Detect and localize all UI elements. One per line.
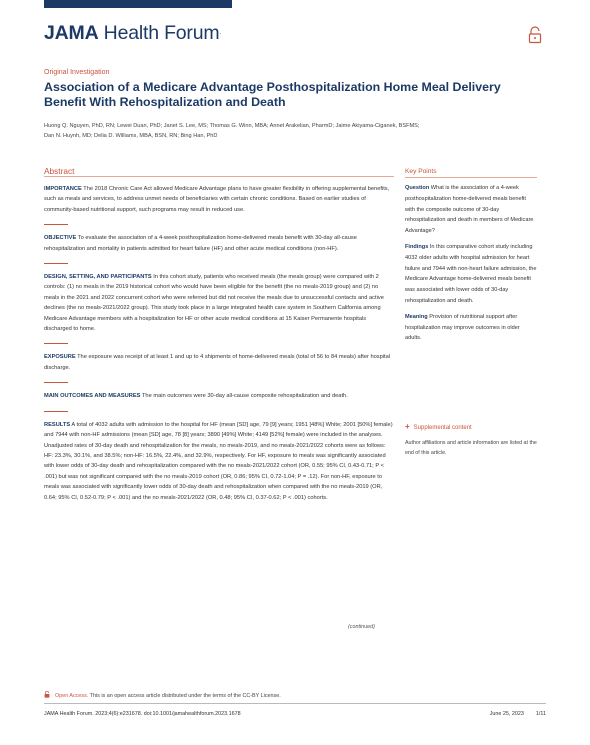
paragraph-text: To evaluate the association of a 4-week posthospitalization home-delivered meals benefit with 30-day all-cause rehospitalization and mortality in patients admitted for heart failure (HF) and other acute medical conditions (non-HF).: [44, 235, 357, 252]
journal-trademark: .: [219, 30, 221, 36]
abstract-results: [44, 420, 394, 503]
footer-right: [490, 711, 546, 717]
paragraph-label: MAIN OUTCOMES AND MEASURES: [44, 393, 141, 400]
plus-icon: +: [405, 422, 410, 431]
section-divider: [44, 224, 68, 225]
continued-note: (continued): [348, 624, 375, 630]
article-section-label: Original Investigation: [44, 69, 110, 76]
article-title: Association of a Medicare Advantage Posthospitalization Home Meal Delivery Benefit With Rehospitalization and Death: [44, 80, 501, 109]
paragraph-label: DESIGN, SETTING, AND PARTICIPANTS: [44, 274, 152, 281]
footer-citation: JAMA Health Forum. 2023;4(6):e231678. doi:10.1001/jamahealthforum.2023.1678: [44, 711, 241, 717]
section-divider: [44, 411, 68, 412]
abstract-exposure: [44, 352, 394, 373]
abstract-outcomes: [44, 391, 394, 401]
paragraph-text: The 2018 Chronic Care Act allowed Medicare Advantage plans to have greater flexibility in offering supplemental benefits, such as meals and services, to address unmet needs of beneficiaries with certain chronic conditions. Based on earlier studies of community-based nutritional support, such programs may result in reduced use.: [44, 186, 390, 213]
supplemental-content-link[interactable]: [405, 422, 472, 431]
abstract-objective: [44, 233, 394, 254]
section-divider: [44, 263, 68, 264]
supplemental-label: Supplemental content: [413, 425, 472, 431]
footer-page-number: 1/11: [535, 711, 546, 717]
paragraph-text: In this comparative cohort study including 4032 older adults with hospital admission for heart failure and 7944 with non-heart failure admission, the Medicare Advantage home-delivered meals benefit was associated with lower odds of 30-day rehospitalization and death.: [405, 243, 537, 304]
key-points-question: [405, 183, 537, 237]
key-points-meaning: [405, 312, 537, 344]
key-points-heading: Key Points: [405, 166, 537, 178]
abstract-design: [44, 272, 394, 334]
section-divider: [44, 382, 68, 383]
journal-name-rest: Health Forum: [98, 22, 220, 44]
paragraph-text: Provision of nutritional support after hospitalization may improve outcomes in older adults.: [405, 313, 520, 342]
open-access-label[interactable]: Open Access.: [55, 693, 89, 699]
key-points-findings: [405, 242, 537, 307]
paragraph-label: Meaning: [405, 313, 428, 320]
author-list: [44, 122, 494, 141]
footer-divider: [44, 703, 546, 704]
paragraph-text: The main outcomes were 30-day all-cause composite rehospitalization and death.: [140, 393, 348, 400]
key-points-box: [405, 166, 537, 344]
abstract-section: [44, 165, 394, 503]
paragraph-label: EXPOSURE: [44, 354, 76, 361]
paragraph-text: The exposure was receipt of at least 1 and up to 4 shipments of home-delivered meals (total of 56 to 84 meals) after hospital discharge.: [44, 354, 391, 371]
paragraph-label: IMPORTANCE: [44, 186, 82, 192]
paragraph-text: What is the association of a 4-week posthospitalization home-delivered meals benefit with the composite outcome of 30-day rehospitalization and death in members of Medicare Advantage?: [405, 185, 534, 235]
journal-logo[interactable]: [44, 22, 221, 44]
paragraph-label: RESULTS: [44, 421, 71, 428]
section-divider: [44, 343, 68, 344]
unlock-icon: [44, 691, 50, 698]
author-line: Huong Q. Nguyen, PhD, RN; Lewei Duan, PhD; Janet S. Lee, MS; Thomas G. Winn, MBA; Annet Arakelian, PharmD; Jaime Akiyama-Ciganek, BSFMS;: [44, 123, 420, 129]
paragraph-text: A total of 4032 adults with admission to the hospital for HF (mean [SD] age, 79 [9] years; 1951 [48%] White; 2001 [50%] female) and 7944 with non-HF admissions (mean [SD] age, 78 [8] years; 3890 [49%] White; 4149 [52%] female) were included in the analyses. Unadjusted rates of 30-day death and rehospitalization for the meals, no meals-2019, and no meals-2021/2022 cohorts were as follows: HF: 23.3%, 30.1%, and 38.5%; non-HF: 16.5%, 22.4%, and 32.9%, respectively. For HF, exposure to meals was significantly associated with lower odds of 30-day death and rehospitalization compared with the no meals-2021/2022 cohort (OR, 0.55; 95% CI, 0.43-0.71; P < .001) but was not significant compared with the no meals-2019 cohort (OR, 0.86; 95% CI, 0.72-1.04; P = .12). For non-HF, exposure to meals was associated with significantly lower odds of 30-day death and rehospitalization when compared with the no meals-2019 (OR, 0.64; 95% CI, 0.52-0.79; P < .001) and the no meals-2021/2022 (OR, 0.48; 95% CI, 0.37-0.62; P < .001) cohorts.: [44, 421, 393, 501]
abstract-importance: [44, 184, 394, 215]
unlock-icon: [528, 26, 542, 44]
author-line: Dan N. Huynh, MD; Delia D. Williams, MBA, BSN, RN; Bing Han, PhD: [44, 132, 218, 139]
top-color-bar: [44, 0, 232, 8]
affiliations-note: Author affiliations and article information are listed at the end of this article.: [405, 440, 537, 456]
page-footer: [44, 711, 546, 717]
paragraph-label: Findings: [405, 243, 429, 250]
journal-name-bold: JAMA: [44, 22, 99, 44]
abstract-heading: Abstract: [44, 165, 394, 177]
paragraph-text: In this cohort study, patients who received meals (the meals group) were compared with 2 controls: (1) no meals in the 2019 historical cohort who would have been eligible for the benefit (the no meals-2019 group) and (2) no meals in the 2021 and 2022 concurrent cohort who were referred but did not receive the meals due to unsuccessful contacts and active declines (the no meals-2021/2022 group). This study took place in a large integrated health care system in Southern California among Medicare Advantage members with a hospitalization for HF or other acute medical conditions at 15 Kaiser Permanente hospitals discharged to home.: [44, 274, 384, 333]
paragraph-label: OBJECTIVE: [44, 235, 77, 242]
open-access-text: This is an open access article distributed under the terms of the CC-BY License.: [88, 693, 281, 699]
open-access-note: [44, 691, 281, 699]
paragraph-label: Question: [405, 185, 430, 191]
footer-date: June 25, 2023: [489, 711, 524, 717]
